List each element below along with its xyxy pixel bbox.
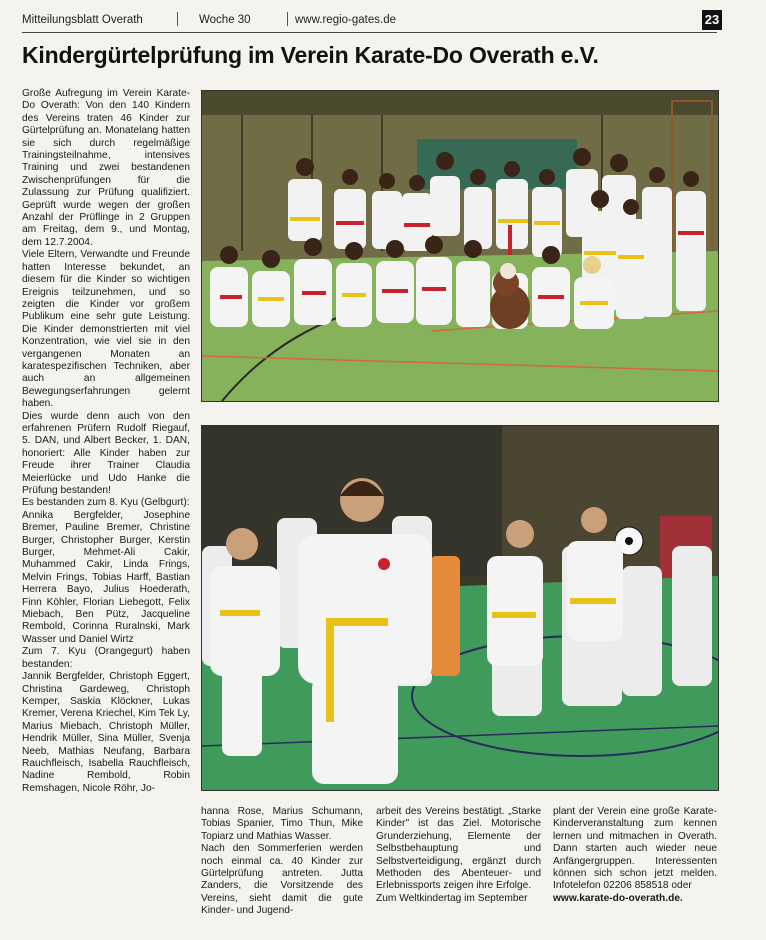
article-headline: Kindergürtelprüfung im Verein Karate-Do Overath e.V. (22, 42, 599, 68)
paragraph: Dies wurde denn auch von den erfahrenen Prüfern Rudolf Riegauf, 5. DAN, und Albert Becker, 1. DAN, honoriert: Alle Kinder haben zur Freude ihrer Trainer Claudia Meierlücke und Udo Hanke die Prüfung bestanden! (22, 410, 190, 496)
text-column-4 (553, 806, 717, 905)
left-text-column (22, 88, 190, 795)
paragraph: Zum Weltkindertag im September (376, 892, 528, 904)
text-column-2 (201, 806, 363, 918)
club-website-link[interactable]: www.karate-do-overath.de. (553, 892, 683, 904)
publication-name: Mitteilungsblatt Overath (22, 14, 143, 26)
paragraph: Annika Bergfelder, Josephine Bremer, Pauline Bremer, Christine Burger, Christopher Burger, Kerstin Burger, Mehmet-Ali Cakir, Muhammed Cakir, Linda Frings, Melvin Frings, Tobias Harff, Bastian Herrera Bayo, Julius Hoederath, Finn Köhler, Florian Liebegott, Felix Miebach, Ben Pütz, Jacqueline Rembold, Corinna Ruralnski, Mark Wasser und Daniel Wirtz (22, 509, 190, 645)
paragraph: Nach den Sommerferien werden noch einmal ca. 40 Kinder zur Gürtelprüfung antreten. Jutta Zanders, die Vorsitzende des Vereins, sieht damit die gute Kinder- und Jugend- (201, 843, 363, 917)
website-link[interactable]: www.regio-gates.de (295, 14, 396, 26)
page-number: 23 (702, 10, 722, 30)
week-label: Woche 30 (199, 14, 251, 26)
paragraph: Große Aufregung im Verein Karate-Do Overath: Von den 140 Kindern des Vereins traten 46 Kinder zur Gürtelprüfung an. Monatelang hatten sie sich durch regelmäßige Trainingsteilnahme, intensives Training und zwei bestandenen Zwischenprüfungen für die Zulassung zur Prüfung qualifiziert. Geprüft wurde wegen der großen Anzahl der Prüflinge in 2 Gruppen am Freitag, dem 9., und Montag, dem 12.7.2004. (22, 88, 190, 248)
paragraph: Es bestanden zum 8. Kyu (Gelbgurt): (22, 497, 190, 509)
paragraph: arbeit des Vereins bestätigt. „Starke Kinder" ist das Ziel. Motorische Grunderziehung, Elemente der Selbstbehauptung und Selbstverteidigung, ergänzt durch Methoden des Abenteuer- und Erlebnissports zeigen ihre Erfolge. (376, 806, 541, 892)
training-photo-image (202, 426, 718, 790)
header-divider (287, 12, 288, 26)
paragraph: Viele Eltern, Verwandte und Freunde hatten Interesse bekundet, an diesem für die Kinder so wichtigen Ereignis teilzunehmen, und so zeigten die Kinder vor großem Publikum eine sehr gute Leistung. Die Kinder demonstrierten mit viel Konzentration, wie viel sie in den vergangenen Monaten an karatespezifischen Techniken, aber auch an allgemeinen Bewegungserfahrungen gelernt haben. (22, 249, 190, 410)
page-header (22, 10, 722, 34)
header-divider (177, 12, 178, 26)
paragraph: hanna Rose, Marius Schumann, Tobias Spanier, Timo Thun, Mike Topiarz und Mathias Wasser. (201, 806, 363, 842)
training-photo (201, 425, 719, 791)
paragraph: Jannik Bergfelder, Christoph Eggert, Christina Gardeweg, Christoph Kemper, Saskia Klöckner, Lukas Kremer, Verena Kriechel, Kim Tek Ly, Marius Miebach, Christoph Müller, Hendrik Müller, Sina Müller, Svenja Neeb, Mathias Neufang, Barbara Rauchfleisch, Isabella Rauchfleisch, Nadine Rembold, Robin Remshagen, Nicole Röhr, Jo- (22, 671, 190, 794)
paragraph: plant der Verein eine große Karate-Kinderveranstaltung zum kennen lernen und mitmachen in Overath. Dann starten auch wieder neue Anfängergruppen. Interessenten können sich schon jetzt melden. Infotelefon 02206 858518 oder (553, 806, 717, 892)
paragraph: Zum 7. Kyu (Orangegurt) haben bestanden: (22, 646, 190, 670)
text-column-3 (376, 806, 541, 905)
group-photo-image (202, 91, 718, 401)
group-photo (201, 90, 719, 402)
header-rule (22, 32, 717, 33)
